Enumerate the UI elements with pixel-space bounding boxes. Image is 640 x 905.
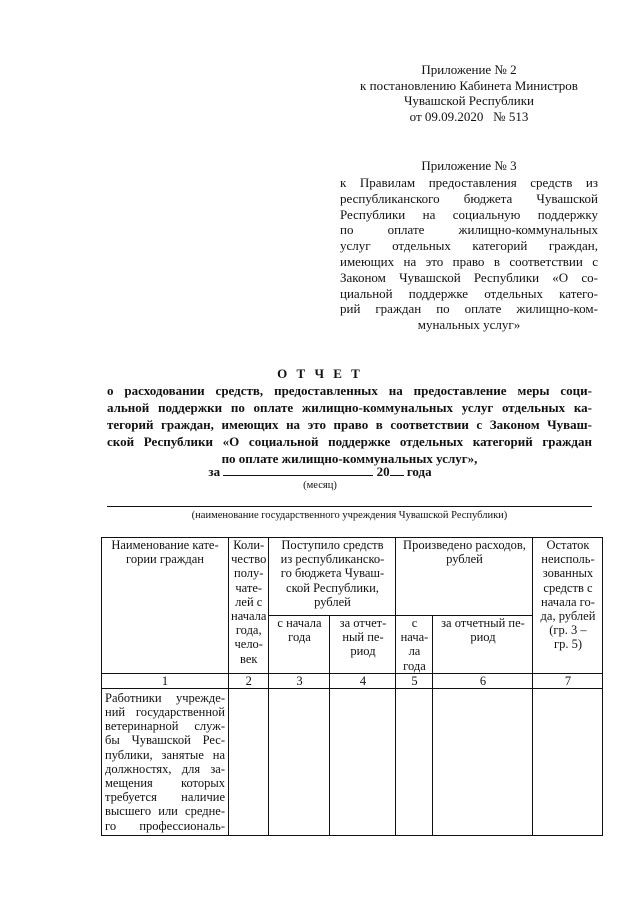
appendix-3-line: циальной поддержке отдельных катего- (340, 285, 598, 301)
empty-cell (330, 688, 396, 835)
column-number: 7 (533, 673, 603, 688)
appendix-2-decree: к постановлению Кабинета Министров (360, 77, 578, 93)
report-subtitle-line: ской Республики «О социальной поддержке отдельных категорий граждан (107, 434, 592, 449)
table-header-row (102, 538, 603, 616)
header-received-period: за отчет- ный пе- риод (330, 616, 396, 674)
header-recipients-count: Коли- чество полу- чате- лей с начала года, чело- век (229, 538, 269, 674)
report-subtitle-line: по оплате жилищно-коммунальных услуг», (221, 451, 478, 466)
header-expenses: Произведено расходов, рублей (396, 538, 533, 616)
column-number: 5 (396, 673, 433, 688)
appendix-3-line: по оплате жилищно-коммунальных (340, 222, 598, 238)
report-table (101, 537, 603, 836)
empty-cell (533, 688, 603, 835)
header-funds-received: Поступило средств из республиканско- го бюджета Чуваш- ской Республики, рублей (269, 538, 396, 616)
empty-cell (229, 688, 269, 835)
header-spent-year: с нача- ла года (396, 616, 433, 674)
institution-caption: (наименование государственного учреждения Чувашской Республики) (191, 510, 508, 521)
header-remainder: Остаток неисполь- зованных средств с начала го- да, рублей (гр. 3 – гр. 5) (533, 538, 603, 674)
appendix-3-line: рий граждан по оплате жилищно-ком- (340, 301, 598, 317)
appendix-2-republic: Чувашской Республики (403, 93, 535, 108)
empty-cell (396, 688, 433, 835)
column-number: 3 (269, 673, 330, 688)
appendix-3-line: имеющих на это право в соответствии с (340, 253, 598, 269)
header-spent-period: за отчетный пе- риод (433, 616, 533, 674)
report-subtitle-line: альной поддержки по оплате жилищно-коммунальных услуг отдельных ка- (107, 400, 592, 415)
report-period (0, 464, 640, 480)
month-caption: (месяц) (303, 480, 337, 491)
appendix-2-title: Приложение № 2 (421, 62, 517, 77)
appendix-3-title: Приложение № 3 (421, 158, 517, 173)
appendix-3-line: Республики на социальную поддержку (340, 206, 598, 222)
period-prefix: за (208, 464, 221, 479)
appendix-3-line: услуг отдельных категорий граждан, (340, 238, 598, 254)
table-column-numbers-row (102, 673, 603, 688)
category-cell: Работники учрежде- ний государственной ветеринарной служ- бы Чувашской Рес- публики, занятые на должностях, для за- мещения которых требуется наличие высшего или средне- го профессиональ- (102, 688, 229, 835)
header-received-year: с начала года (269, 616, 330, 674)
appendix-3-line: Законом Чувашской Республики «О со- (340, 269, 598, 285)
institution-blank-line (107, 506, 592, 507)
column-number: 6 (433, 673, 533, 688)
appendix-3-line: к Правилам предоставления средств из (340, 175, 598, 190)
column-number: 2 (229, 673, 269, 688)
report-subtitle-line: о расходовании средств, предоставленных на предоставление меры соци- (107, 383, 592, 398)
column-number: 4 (330, 673, 396, 688)
appendix-3-line: республиканского бюджета Чувашской (340, 190, 598, 206)
column-number: 1 (102, 673, 229, 688)
appendix-2-block (340, 62, 598, 124)
report-subtitle-line: тегорий граждан, имеющих на это право в соответствии с Законом Чуваш- (107, 417, 592, 432)
report-title: О Т Ч Е Т (277, 366, 363, 381)
empty-cell (433, 688, 533, 835)
month-blank-line (223, 464, 373, 476)
period-suffix: года (406, 464, 432, 479)
period-year-prefix: 20 (376, 464, 390, 479)
header-category: Наименование кате- гории граждан (102, 538, 229, 674)
report-subtitle (107, 382, 592, 467)
empty-cell (269, 688, 330, 835)
appendix-2-date-number: от 09.09.2020 № 513 (409, 108, 529, 124)
appendix-3-line: мунальных услуг» (417, 317, 521, 333)
appendix-3-text (340, 175, 598, 333)
table-row (102, 688, 603, 835)
year-blank-line (390, 464, 404, 476)
